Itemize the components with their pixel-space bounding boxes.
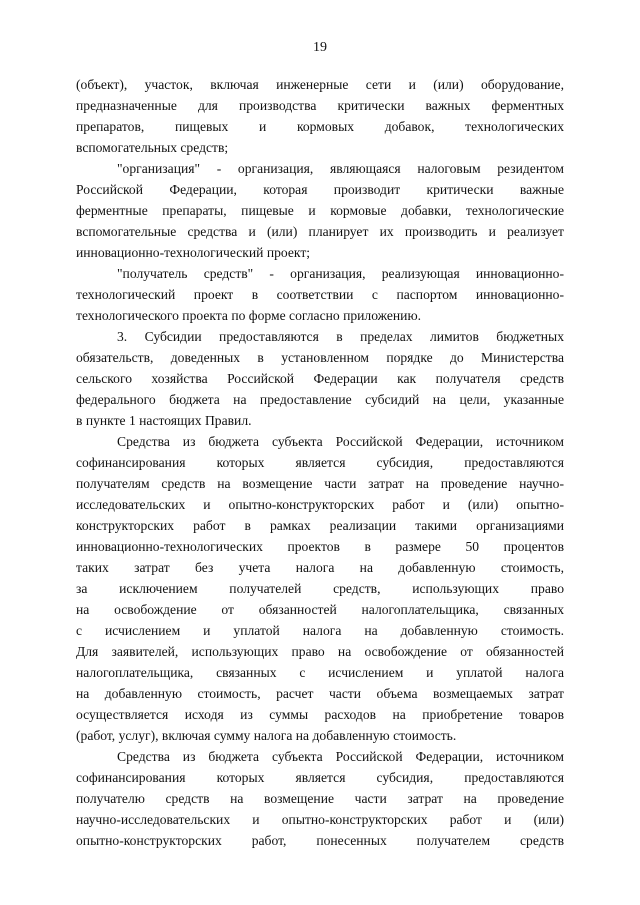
text-line: Средства из бюджета субъекта Российской Федерации, источником — [117, 434, 564, 449]
page-number: 19 — [313, 40, 327, 55]
text-line: на добавленную стоимость, расчет части объема возмещаемых затрат — [76, 686, 564, 701]
text-line: налогоплательщика, связанных с исчислением и уплатой налога — [76, 665, 564, 680]
text-line: обязательств, доведенных в установленном порядке до Министерства — [76, 350, 564, 365]
text-line: ферментные препараты, пищевые и кормовые добавки, технологические — [76, 203, 564, 218]
text-line: с исчислением и уплатой налога на добавленную стоимость. — [76, 623, 564, 638]
text-line: предназначенные для производства критически важных ферментных — [76, 98, 564, 113]
text-line: "организация" - организация, являющаяся налоговым резидентом — [117, 161, 564, 176]
text-line: исследовательских и опытно-конструкторских работ и (или) опытно- — [76, 497, 564, 512]
text-line: конструкторских работ в рамках реализации такими организациями — [76, 518, 564, 533]
text-line: вспомогательных средств; — [76, 140, 229, 155]
text-line: инновационно-технологический проект; — [76, 245, 311, 260]
text-line: вспомогательные средства и (или) планирует их производить и реализует — [76, 224, 564, 239]
text-line: Российской Федерации, которая производит критически важные — [76, 182, 564, 197]
text-line: технологический проект в соответствии с паспортом инновационно- — [76, 287, 564, 302]
text-line: в пункте 1 настоящих Правил. — [76, 413, 252, 428]
text-line: Средства из бюджета субъекта Российской Федерации, источником — [117, 749, 564, 764]
text-line: получателям средств на возмещение части затрат на проведение научно- — [76, 476, 564, 491]
text-line: софинансирования которых является субсидия, предоставляются — [76, 770, 564, 785]
text-line: (объект), участок, включая инженерные сети и (или) оборудование, — [76, 77, 564, 92]
text-line: осуществляется исходя из суммы расходов на приобретение товаров — [76, 707, 564, 722]
text-line: получателю средств на возмещение части затрат на проведение — [76, 791, 564, 806]
text-line: препаратов, пищевых и кормовых добавок, технологических — [76, 119, 564, 134]
text-line: инновационно-технологических проектов в размере 50 процентов — [76, 539, 564, 554]
text-line: софинансирования которых является субсидия, предоставляются — [76, 455, 564, 470]
text-line: на освобождение от обязанностей налогоплательщика, связанных — [76, 602, 564, 617]
text-line: федерального бюджета на предоставление субсидий на цели, указанные — [76, 392, 564, 407]
text-line: (работ, услуг), включая сумму налога на добавленную стоимость. — [76, 728, 457, 743]
text-line: таких затрат без учета налога на добавленную стоимость, — [76, 560, 564, 575]
text-line: опытно-конструкторских работ, понесенных получателем средств — [76, 833, 564, 848]
text-line: 3. Субсидии предоставляются в пределах лимитов бюджетных — [117, 329, 564, 344]
text-line: технологического проекта по форме согласно приложению. — [76, 308, 422, 323]
text-line: Для заявителей, использующих право на освобождение от обязанностей — [76, 644, 564, 659]
text-line: за исключением получателей средств, использующих право — [76, 581, 564, 596]
text-line: "получатель средств" - организация, реализующая инновационно- — [117, 266, 564, 281]
text-line: сельского хозяйства Российской Федерации как получателя средств — [76, 371, 564, 386]
text-line: научно-исследовательских и опытно-конструкторских работ и (или) — [76, 812, 564, 827]
